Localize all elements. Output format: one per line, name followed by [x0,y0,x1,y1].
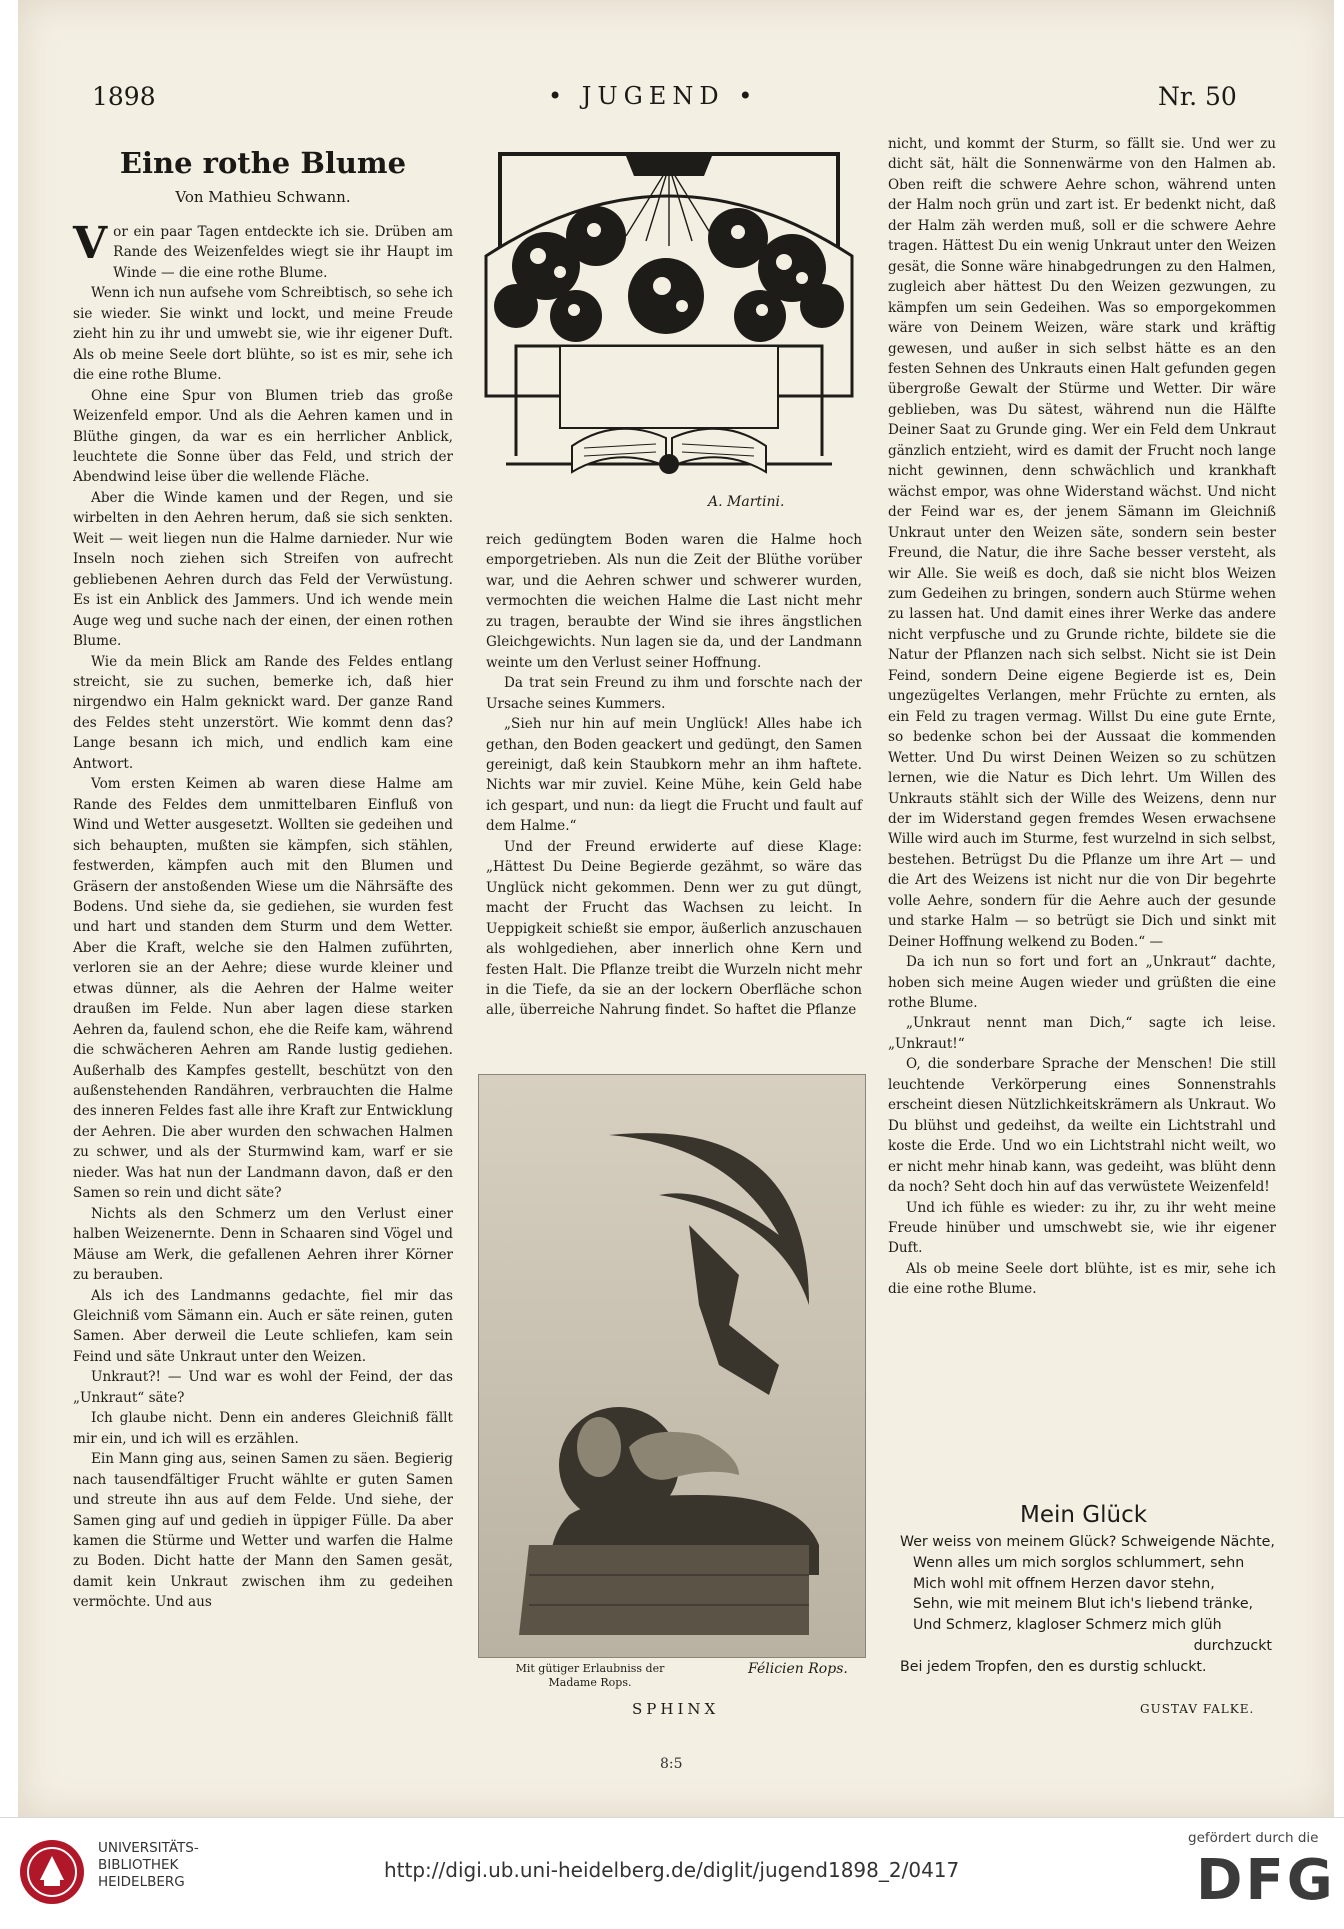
article-title: Eine rothe Blume [119,146,407,180]
poem-line: Mich wohl mit offnem Herzen davor stehn, [913,1575,1215,1592]
sphinx-title: SPHINX [632,1700,720,1718]
article-byline: Von Mathieu Schwann. [175,188,351,206]
university-seal-icon [18,1838,86,1906]
sphinx-artist: Félicien Rops. [748,1661,848,1677]
library-line: HEIDELBERG [98,1874,185,1890]
drop-cap: V [73,218,108,269]
paragraph: Ein Mann ging aus, seinen Samen zu säen. Begierig nach tausendfältiger Frucht wählte er guten Samen und streute ihn aus auf dem Felde. Und siehe, der Samen ging auf und gedieh in üppiger Fülle. Da aber kamen die Stürme und Wetter und warfen die Halme zu Boden. Dicht hatte der Mann den Samen gesät, damit kein Unkraut zwischen ihm zu gedeihen vermöchte. Und aus [73,1451,453,1611]
footer [0,1817,1344,1929]
page-number: 8:5 [660,1756,683,1772]
paragraph: Ohne eine Spur von Blumen trieb das große Weizenfeld empor. Und als die Aehren kamen und in Blüthe gingen, da war es ein herrlicher Anblick, leuchtete die Sonne über das Feld, und strich der Abendwind leise über die wellende Fläche. [73,387,453,486]
text-column-middle [486,530,862,1021]
text-column-right [888,134,1276,1300]
paragraph: Da trat sein Freund zu ihm und forschte nach der Ursache seines Kummers. [486,675,862,712]
paragraph: Und ich fühle es wieder: zu ihr, zu ihr weht meine Freude hinüber und umschwebt sie, wie ihr eigener Duft. [888,1199,1276,1257]
ornament-illustration [476,146,862,486]
source-url-link[interactable]: http://digi.ub.uni-heidelberg.de/diglit/jugend1898_2/0417 [384,1858,960,1882]
poem-line: Sehn, wie mit meinem Blut ich's liebend tränke, [913,1596,1254,1613]
university-library-name [98,1840,298,1891]
paragraph: reich gedüngtem Boden waren die Halme hoch emporgetrieben. Als nun die Zeit der Blüthe vorüber war, und die Aehren schwer und schwerer wurden, vermochten die weichen Halme die Last nicht mehr zu tragen, beraubte der Wind sie ihres ängstlichen Gleichgewichts. Nun lagen sie da, und der Landmann weinte um den Verlust seiner Hoffnung. [486,532,862,671]
paragraph: Aber die Winde kamen und der Regen, und sie wirbelten in den Aehren herum, daß sie sich senkten. Weit — weit liegen nun die Halme darnieder. Nur wie Inseln noch ziehen sich Streifen von aufrecht gebliebenen Aehren durch das Feld der Verwüstung. Es ist ein Anblick des Jammers. Und ich wende mein Auge weg und suche nach der einen, der einen rothen Blume. [73,489,453,650]
header-year: 1898 [92,82,156,111]
paragraph: O, die sonderbare Sprache der Menschen! Die still leuchtende Verkörperung eines Sonnenstrahls erscheint diesen Nützlichkeitskrämern als Unkraut. Wo Du blühst und gedeihst, da weilte ein Lichtstrahl und koste die Erde. Und wo ein Lichtstrahl nicht weilt, wo er nicht mehr hinab kann, was gedeiht, was blüht denn da noch? Seht doch hin auf das verwüstete Weizenfeld! [888,1056,1276,1196]
poem-line: Bei jedem Tropfen, den es durstig schluckt. [900,1658,1207,1675]
poem-line: Und Schmerz, klagloser Schmerz mich glüh [913,1617,1222,1634]
paragraph: Vor ein paar Tagen entdeckte ich sie. Drüben am Rande des Weizenfeldes wiegt sie ihr Haupt im Winde — die eine rothe Blume. [73,218,453,281]
paragraph: Unkraut?! — Und war es wohl der Feind, der das „Unkraut“ säte? [73,1369,453,1406]
header-issue: Nr. 50 [1158,82,1237,111]
ornament-credit: A. Martini. [708,494,785,510]
paragraph: Wie da mein Blick am Rande des Feldes entlang streicht, sie zu suchen, bemerke ich, daß hier nirgendwo ein Halm geknickt ward. Der ganze Rand des Feldes steht unzerstört. Wie kommt denn das? Lange besann ich mich, und endlich kam eine Antwort. [73,653,453,772]
paragraph: nicht, und kommt der Sturm, so fällt sie. Und wer zu dicht sät, hält die Sonnenwärme von den Halmen ab. Oben reift die schwere Aehre schon, während unten der Halm noch grün und zart ist. Er bedenkt nicht, daß der Halm zäh werden muß, soll er die schwere Aehre tragen. Hättest Du ein wenig Unkraut unter den Weizen gesät, die Sonne wäre hinabgedrungen zu den Halmen, zugleich aber hättest Du den Weizen gezwungen, zu kämpfen um sein Gedeihen. Was so emporgekommen wäre von Deinem Weizen, wäre stark und kräftig gewesen, und außer in sich selbst hätte es an den festen Sehnen des Unkrauts einen Halt gefunden gegen übergroße Gewalt der Stürme und Wetter. Dir wäre geblieben, was Du sätest, während nun die Hälfte Deiner Saat zu Grunde ging. Wer ein Feld dem Unkraut gänzlich entzieht, wird es damit der Frucht noch lange nicht gewinnen, denn schwächlich und krankhaft wächst empor, was ohne Widerstand wächst. Und nicht der Feind war es, der jenem Sämann im Gleichniß Unkraut unter den Weizen säte, sondern sein bester Freund, die Natur, die ihre Sache besser versteht, als wir Alle. Sie weiß es doch, daß sie nicht blos Weizen zum Gedeihen zu bringen, sondern auch Stürme wehen zu lassen hat. Und damit eines ihrer Werke das andere nicht verpfusche und zu Grunde richte, bildete sie die Natur der Pflanzen nach sich selbst. Nicht sie ist Dein Feind, sondern Deine eigene Begierde ist es, Dein ungezügeltes Verlangen, mehr Früchte zu ernten, als ein Feld zu tragen vermag. Willst Du eine gute Ernte, so bedenke schon bei der Aussaat die kommenden Wetter. Und Du wirst Deinen Weizen so zu schützen lernen, wie die Natur es Dich lehrt. Um Willen des Unkrauts stählt sich der Wille des Weizens, denn nur der im Widerstand gegen fremdes Wesen erwachsene Wille wird auch im Sturme, fest wurzelnd in sich selbst, bestehen. Betrügst Du die Pflanze um ihre Art — und die Art des Weizens ist nicht nur die von Dir begehrte volle Aehre, sondern für die Aehre auch der gesunde und starke Halm — so betrügt sie Dich und sinkt mit Deiner Hoffnung welkend zu Boden.“ — [888,136,1276,950]
sphinx-illustration [478,1074,866,1658]
paragraph: Als ob meine Seele dort blühte, ist es mir, sehe ich die eine rothe Blume. [888,1260,1276,1298]
funder-label: gefördert durch die [1188,1830,1319,1846]
paragraph: Als ich des Landmanns gedachte, fiel mir das Gleichniß vom Sämann ein. Auch er säte reinen, guten Samen. Aber derweil die Leute schliefen, kam sein Feind und säte Unkraut unter den Weizen. [73,1287,453,1365]
poem-line: Wenn alles um mich sorglos schlummert, sehn [913,1554,1245,1571]
sphinx-caption-credit: Mit gütiger Erlaubniss der Madame Rops. [515,1662,665,1689]
dfg-logo: DFG [1196,1848,1336,1913]
header-masthead: • JUGEND • [548,82,759,110]
poem-line: Wer weiss von meinem Glück? Schweigende Nächte, [900,1534,1275,1550]
library-line: UNIVERSITÄTS- [98,1840,199,1856]
paragraph: Nichts als den Schmerz um den Verlust einer halben Weizenernte. Denn in Schaaren sind Vögel und Mäuse am Werk, die gefallenen Aehren ihrer Körner zu berauben. [73,1205,453,1284]
paragraph: Wenn ich nun aufsehe vom Schreibtisch, so sehe ich sie wieder. Sie winkt und lockt, und meine Freude zieht hin zu ihr und umwebt sie, wie ihr eigener Duft. Als ob meine Seele dort blühte, so ist es mir, sehe ich die eine rothe Blume. [73,285,453,384]
paragraph: Und der Freund erwiderte auf diese Klage: „Hättest Du Deine Begierde gezähmt, so wäre das Unglück nicht gekommen. Denn wer zu gut düngt, macht der Frucht das Wachsen zu leicht. In Ueppigkeit schießt sie empor, äußerlich anzuschauen als wohlgediehen, aber innerlich ohne Kern und festen Halt. Die Pflanze treibt die Wurzeln nicht mehr in die Tiefe, da sie an der lockern Oberfläche schon alle, überreiche Nahrung findet. So haftet die Pflanze [486,838,862,1019]
paragraph: „Unkraut nennt man Dich,“ sagte ich leise. „Unkraut!“ [888,1015,1276,1052]
paragraph: Ich glaube nicht. Denn ein anderes Gleichniß fällt mir ein, und ich will es erzählen. [73,1410,453,1447]
paragraph: Da ich nun so fort und fort an „Unkraut“ dachte, hoben sich meine Augen wieder und grüßten die eine rothe Blume. [888,954,1276,1012]
paragraph: Vom ersten Keimen ab waren diese Halme am Rande des Feldes dem unmittelbaren Einfluß von Wind und Wetter ausgesetzt. Wollten sie gedeihen und sich behaupten, mußten sie kämpfen, sich stählen, festwerden, kämpfen auch mit den Blumen und Gräsern der anstoßenden Wiese um die Nährsäfte des Bodens. Und siehe da, sie gediehen, sie wurden fest und hart und standen dem Sturm und dem Wetter. Aber die Kraft, welche sie den Halmen zuführten, verloren sie an der Aehre; diese wurde kleiner und etwas dünner, als die Aehren der Halme weiter draußen im Felde. Nun aber lagen diese starken Aehren da, faulend schon, ehe die Reife kam, während die schwächeren Aehren am Rande lustig gediehen. Außerhalb des Kampfes gestellt, beschützt von den außenstehenden Randähren, verbrauchten die Halme des inneren Feldes fast alle ihre Kraft zur Entwicklung der Aehren. Die aber wurden den schwachen Halmen zu schwer, und als der Sturmwind kam, warf er sie nieder. Was hat nun der Landmann davon, daß er den Samen so rein und dicht säte? [73,776,453,1202]
library-line: BIBLIOTHEK [98,1857,179,1873]
poem-title: Mein Glück [1020,1502,1148,1528]
poem-author: GUSTAV FALKE. [1140,1702,1255,1716]
text-column-left [73,218,453,1613]
paragraph: „Sieh nur hin auf mein Unglück! Alles habe ich gethan, den Boden geackert und gedüngt, den Samen gereinigt, daß kein Staubkorn mehr an ihm haftete. Nichts war mir zuviel. Keine Mühe, kein Geld habe ich gespart, und nun: da liegt die Frucht und fault auf dem Halme.“ [486,716,862,835]
poem [900,1532,1280,1678]
poem-line: durchzuckt [1193,1637,1272,1654]
